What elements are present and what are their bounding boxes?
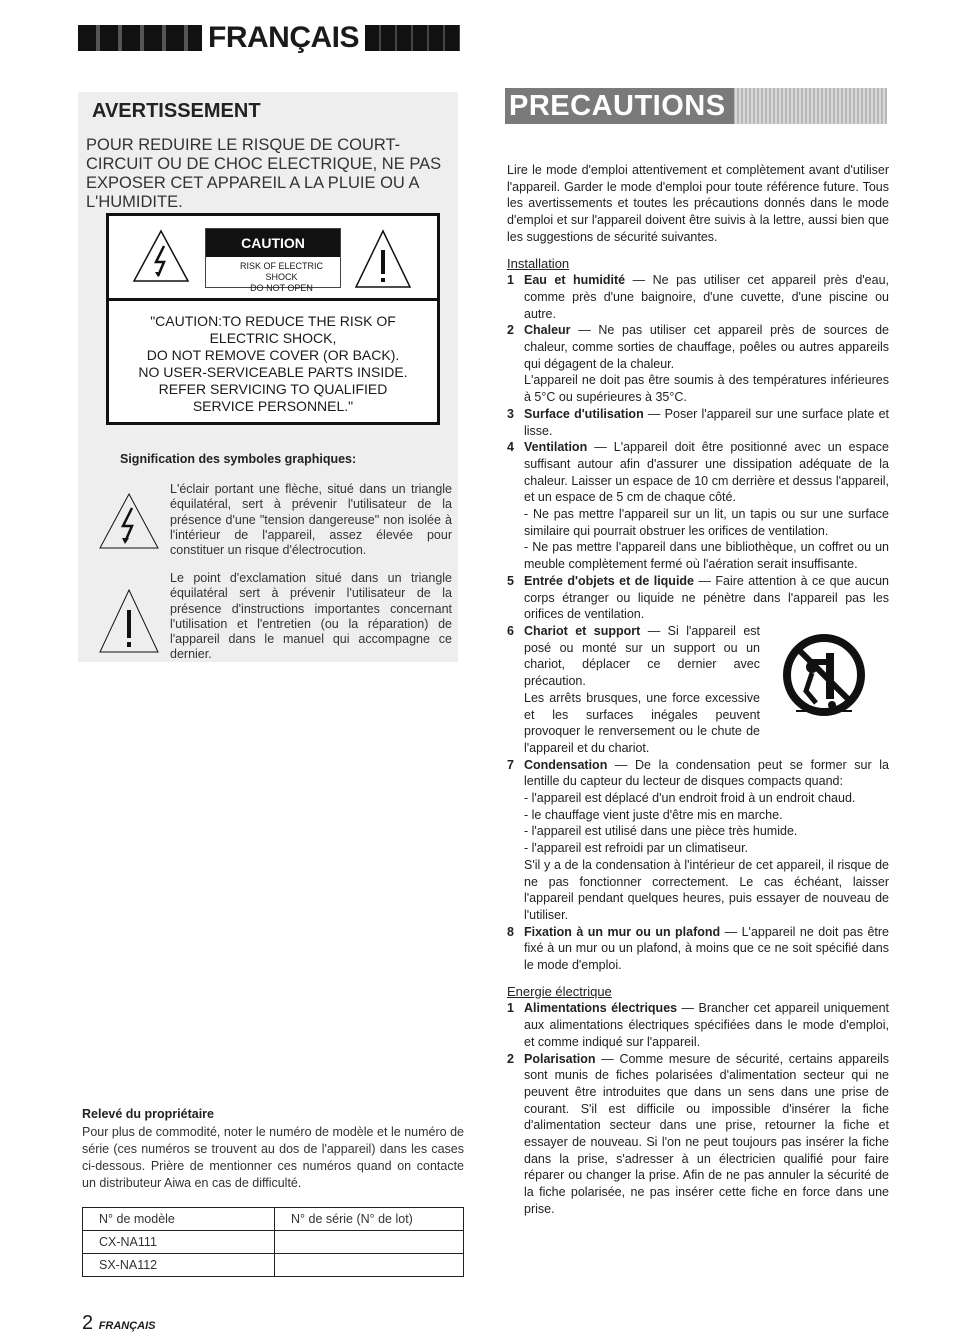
item-title: Surface d'utilisation bbox=[524, 406, 644, 421]
item-subpoint: - Ne pas mettre l'appareil sur un lit, un tapis ou sur une surface similaire qui pourrait obstruer les orifices de ventilation. bbox=[524, 507, 889, 538]
item-subpoint: - le chauffage vient juste d'être mis en marche. bbox=[524, 807, 783, 822]
precautions-banner bbox=[505, 88, 887, 124]
item-number: 1 bbox=[507, 273, 514, 288]
releve-text: Pour plus de commodité, noter le numéro de modèle et le numéro de série (ces numéros se trouvent au dos de l'appareil) dans les cases ci-dessous. Prière de mentionner ces numéros quand on contacte un distributeur Aiwa en cas de difficulté. bbox=[82, 1125, 464, 1190]
caution-body-line: DO NOT REMOVE COVER (OR BACK). bbox=[146, 347, 400, 363]
language-title: FRANÇAIS bbox=[208, 21, 359, 54]
caution-body-line: ELECTRIC SHOCK, bbox=[209, 330, 337, 346]
caution-body bbox=[109, 301, 437, 415]
item-desc: — Si l'appareil est posé ou monté sur un support ou un chariot, déplacer ce dernier avec précaution. bbox=[524, 623, 760, 689]
item-number: 4 bbox=[507, 440, 514, 455]
cart-warning-icon bbox=[782, 633, 868, 719]
item-desc: — Poser l'appareil sur une surface plate et lisse. bbox=[524, 406, 889, 438]
item-desc: — Ne pas utiliser cet appareil près d'eau, comme près d'une baignoire, d'une cuvette, d'une piscine ou autre. bbox=[524, 273, 889, 321]
list-item bbox=[507, 623, 889, 757]
item-title: Polarisation bbox=[524, 1051, 596, 1066]
avertissement-title: AVERTISSEMENT bbox=[92, 100, 261, 122]
item-number: 6 bbox=[507, 623, 514, 638]
item-number: 1 bbox=[507, 1001, 514, 1016]
exclamation-warning-icon bbox=[353, 228, 413, 290]
item-number: 2 bbox=[507, 323, 514, 338]
item-extra: S'il y a de la condensation à l'intérieur de cet appareil, il risque de ne pas fonctionner correctement. Le cas échéant, laisser l'appareil pendant quelques heures, puis essayer de nouveau de l'utiliser. bbox=[524, 857, 889, 922]
page-number: 2 bbox=[82, 1312, 94, 1334]
item-desc: — Faire attention à ce que aucun corps étranger ou liquide ne pénètre dans l'appareil pas les orifices de ventilation. bbox=[524, 573, 889, 622]
precautions-title: PRECAUTIONS bbox=[505, 88, 734, 124]
item-title: Fixation à un mur ou un plafond bbox=[524, 924, 721, 939]
item-title: Chaleur bbox=[524, 323, 571, 338]
item-subpoint: - l'appareil est refroidi par un climatiseur. bbox=[524, 841, 749, 856]
exclamation-symbol-text: Le point d'exclamation situé dans un triangle équilatéral sert à prévenir l'utilisateur de la présence d'instructions importantes concernant l'utilisation et l'entretien (ou la réparation) de l'appareil dans le manuel qui accompagne ce dernier. bbox=[170, 571, 452, 662]
item-desc: — L'appareil doit être positionné avec un espace suffisant autour afin d'assurer une dissipation adéquate de la chaleur. Laisser un espace de 10 cm derrière et dessus l'appareil, et un espace de 5 cm de chaque côté. bbox=[524, 440, 889, 505]
precautions-intro: Lire le mode d'emploi attentivement et complètement avant d'utiliser l'appareil. Garder le mode d'emploi pour toute référence future. Tous les avertissements et toutes les précautions donnés dans le mode d'emploi et sur l'appareil doivent être suivis à la lettre, aussi bien que les suggestions de sécurité suivantes. bbox=[507, 163, 889, 244]
item-number: 7 bbox=[507, 757, 514, 772]
item-subpoint: - l'appareil est utilisé dans une pièce très humide. bbox=[524, 824, 798, 839]
item-desc: — Brancher cet appareil uniquement aux alimentations électriques spécifiées dans le mode d'emploi, et comme indiqué sur l'appareil. bbox=[524, 1001, 889, 1049]
model-cell: CX-NA111 bbox=[83, 1231, 275, 1254]
list-item bbox=[507, 757, 889, 790]
table-row bbox=[83, 1254, 464, 1277]
page-footer bbox=[82, 1312, 156, 1335]
list-item bbox=[507, 272, 889, 322]
item-extra: L'appareil ne doit pas être soumis à des températures inférieures à 5°C ou supérieures à 35°C. bbox=[524, 373, 889, 405]
releve-heading: Relevé du propriétaire bbox=[82, 1107, 214, 1121]
serial-cell bbox=[275, 1231, 464, 1254]
item-subpoint: - l'appareil est déplacé d'un endroit froid à un endroit chaud. bbox=[524, 791, 856, 806]
caution-center-plate bbox=[205, 228, 341, 293]
list-item bbox=[507, 322, 889, 372]
list-item bbox=[507, 406, 889, 439]
caution-body-line: SERVICE PERSONNEL." bbox=[192, 398, 354, 414]
list-item bbox=[507, 1051, 889, 1218]
avertissement-text: POUR REDUIRE LE RISQUE DE COURT-CIRCUIT OU DE CHOC ELECTRIQUE, NE PAS EXPOSER CET APPAREIL A LA PLUIE OU A L'HUMIDITE. bbox=[86, 136, 442, 211]
item-title: Eau et humidité bbox=[524, 273, 626, 288]
table-row bbox=[83, 1208, 464, 1231]
item-title: Ventilation bbox=[524, 440, 588, 455]
item-extra: Les arrêts brusques, une force excessive et les surfaces inégales peuvent provoquer le renversement ou le chute de l'appareil et du chariot. bbox=[524, 690, 760, 755]
precautions-body bbox=[507, 162, 889, 1218]
exclamation-triangle-icon bbox=[98, 588, 160, 654]
symbols-heading: Signification des symboles graphiques: bbox=[120, 452, 357, 466]
energie-heading: Energie électrique bbox=[507, 983, 612, 999]
model-cell: SX-NA112 bbox=[83, 1254, 275, 1277]
model-header-cell: N° de modèle bbox=[83, 1208, 275, 1231]
lightning-warning-icon bbox=[131, 228, 191, 284]
caution-label bbox=[106, 213, 440, 425]
lightning-triangle-icon bbox=[98, 492, 160, 550]
serial-header-cell: N° de série (N° de lot) bbox=[275, 1208, 464, 1231]
caution-body-line: NO USER-SERVICEABLE PARTS INSIDE. bbox=[138, 364, 408, 380]
item-desc: — Ne pas utiliser cet appareil près de sources de chaleur, comme sorties de chauffage, poêles ou autres appareils qui dégagent de la chaleur. bbox=[524, 323, 889, 371]
serial-number-table bbox=[82, 1207, 464, 1277]
item-number: 3 bbox=[507, 406, 514, 421]
header-bar-right bbox=[365, 25, 460, 51]
caution-line1: RISK OF ELECTRIC SHOCK bbox=[239, 261, 323, 282]
item-number: 5 bbox=[507, 573, 514, 588]
item-desc: — L'appareil ne doit pas être fixé à un mur ou un plafond, à moins que ce ne soit spécifié dans le mode d'emploi. bbox=[524, 924, 890, 973]
list-item bbox=[507, 573, 889, 623]
item-title: Alimentations électriques bbox=[524, 1001, 678, 1016]
item-number: 8 bbox=[507, 924, 514, 939]
lightning-symbol-text: L'éclair portant une flèche, situé dans un triangle équilatéral, sert à prévenir l'utilisateur de la présence d'une "tension dangereuse" non isolée à l'intérieur de l'appareil, assez élevée pour constituer un risque d'électrocution. bbox=[170, 482, 452, 558]
item-subpoint: - Ne pas mettre l'appareil dans une bibliothèque, un coffret ou un meuble complètement fermé où l'aération serait insuffisante. bbox=[524, 540, 889, 572]
list-item bbox=[507, 924, 889, 974]
caution-label-text: CAUTION bbox=[206, 229, 340, 257]
list-item bbox=[507, 1000, 889, 1050]
table-row bbox=[83, 1231, 464, 1254]
language-header bbox=[78, 22, 460, 54]
item-number: 2 bbox=[507, 1051, 514, 1066]
item-desc: — De la condensation peut se former sur la lentille du capteur du lecteur de disques compacts quand: bbox=[524, 757, 889, 789]
item-desc: — Comme mesure de sécurité, certains appareils sont munis de fiches polarisées d'alimentation secteur qui ne peuvent être introduites que dans un sens dans une prise de courant. S'il est difficile ou impossible d'insérer la fiche d'alimentation secteur dans une prise, retourner la fiche et essayer de nouveau. Si l'on ne peut toujours pas insérer la fiche dans la prise, s'adresser à un électricien qualifié pour faire réparer ou changer la prise. Afin de ne pas annuler la sécurité de la fiche polarisée, ne pas insérer cette fiche en force dans une prise. bbox=[524, 1051, 889, 1216]
footer-label: FRANÇAIS bbox=[98, 1320, 156, 1332]
serial-cell bbox=[275, 1254, 464, 1277]
caution-line2: DO NOT OPEN bbox=[250, 283, 313, 293]
item-title: Condensation bbox=[524, 757, 608, 772]
caution-body-line: "CAUTION:TO REDUCE THE RISK OF bbox=[150, 313, 396, 329]
item-title: Chariot et support bbox=[524, 623, 641, 638]
list-item bbox=[507, 439, 889, 506]
caution-body-line: REFER SERVICING TO QUALIFIED bbox=[158, 381, 388, 397]
header-bar-left bbox=[78, 25, 202, 51]
installation-heading: Installation bbox=[507, 255, 570, 271]
item-title: Entrée d'objets et de liquide bbox=[524, 573, 695, 588]
